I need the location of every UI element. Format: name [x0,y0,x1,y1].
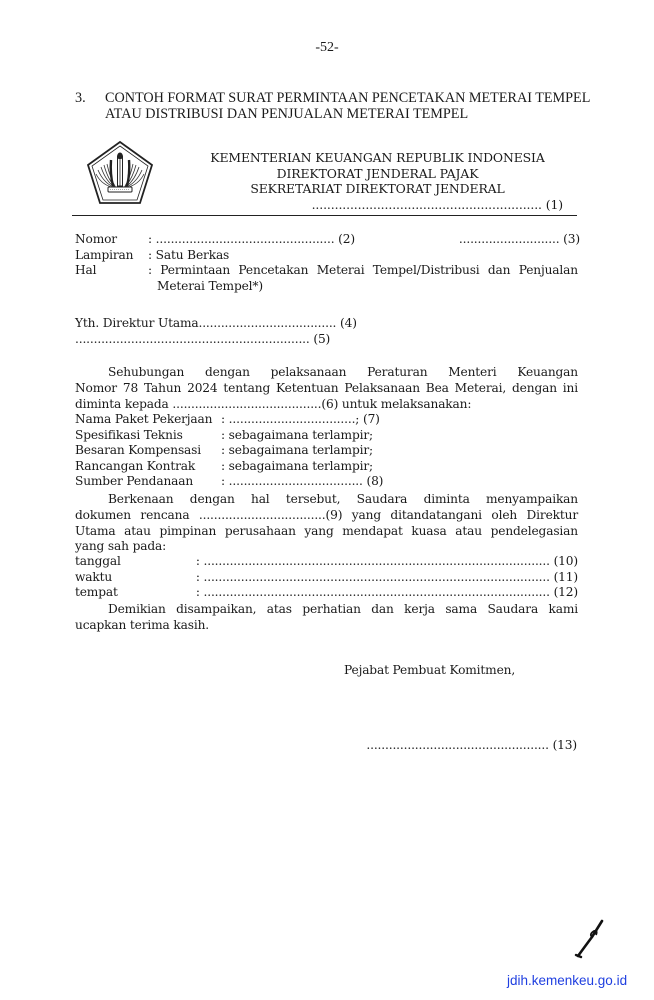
para2-line-1: Berkenaan dengan hal tersebut, Saudara diminta menyampaikan [108,492,578,506]
para2-line-4: yang sah pada: [75,539,167,554]
schedule-value: : ............................................................................................. (10) [195,554,578,568]
nomor-label: Nomor [75,232,117,246]
lampiran-label: Lampiran [75,247,134,262]
para1-line-3: diminta kepada ........................................(6) untuk melaksanakan: [75,396,472,411]
field-label: Rancangan Kontrak [75,458,196,473]
schedule-row-tempat [75,585,578,601]
handwritten-initial-icon [572,915,612,960]
letter-meta [75,232,580,294]
section-title [105,90,625,122]
signatory-name-placeholder: ................................................. (13) [366,738,577,752]
field-row [75,428,578,444]
field-value: : sebagaimana terlampir; [221,458,373,473]
date-placeholder: ........................... (3) [458,232,580,246]
hal-row [75,263,580,294]
section-number: 3. [75,90,86,106]
field-row [75,443,578,459]
lampiran-value: : Satu Berkas [148,247,230,262]
nomor-value: : ................................................ (2) [148,232,355,246]
letterhead-directorate: DIREKTORAT JENDERAL PAJAK [276,165,479,181]
jdih-footer-link[interactable]: jdih.kemenkeu.go.id [507,973,628,988]
para2-line-2: dokumen rencana ..................................(9) yang ditandatangani oleh Direktur [75,507,578,522]
field-value: : sebagaimana terlampir; [221,443,373,457]
lampiran-row [75,248,580,264]
para1-line-2: Nomor 78 Tahun 2024 tentang Ketentuan Pelaksanaan Bea Meterai, dengan ini [75,380,578,395]
schedule-row-waktu [75,570,578,586]
hal-label: Hal [75,263,97,277]
field-value: : sebagaimana terlampir; [221,427,373,442]
section-title-line-1: CONTOH FORMAT SURAT PERMINTAAN PENCETAKAN METERAI TEMPEL [105,90,591,106]
letterhead-unit-placeholder: ............................................................ (1) [311,196,563,212]
field-label: Spesifikasi Teknis [75,427,183,442]
field-row [75,474,578,490]
body-paragraph-2 [75,492,578,555]
field-label: Besaran Kompensasi [75,443,202,457]
hal-value-line-1: : Permintaan Pencetakan Meterai Tempel/Distribusi dan Penjualan [148,263,578,277]
addressee-line-2: ............................................................... (5) [75,331,331,346]
nomor-row [75,232,580,248]
addressee-line-1: Yth. Direktur Utama..................................... (4) [75,316,357,330]
letterhead-secretariat: SEKRETARIAT DIREKTORAT JENDERAL [250,181,505,196]
field-label: Sumber Pendanaan [75,474,194,488]
kemenkeu-emblem-icon [86,140,154,206]
signatory-title: Pejabat Pembuat Komitmen, [344,663,516,677]
schedule-value: : ............................................................................................. (11) [195,569,578,584]
para3-line-1: Demikian disampaikan, atas perhatian dan kerja sama Saudara kami [108,602,578,616]
section-title-line-2: ATAU DISTRIBUSI DAN PENJUALAN METERAI TEMPEL [105,106,469,122]
para1-line-1: Sehubungan dengan pelaksanaan Peraturan Menteri Keuangan [108,365,578,379]
letterhead-divider [72,215,577,216]
schedule-label: tempat [75,585,118,599]
field-row [75,412,578,428]
schedule-row-tanggal [75,554,578,570]
work-package-fields [75,412,578,490]
hal-value-line-2: Meterai Tempel*) [157,278,263,293]
letterhead-ministry: KEMENTERIAN KEUANGAN REPUBLIK INDONESIA [210,150,545,165]
field-label: Nama Paket Pekerjaan [75,412,213,426]
para3-line-2: ucapkan terima kasih. [75,617,210,632]
field-value: : .................................... (8) [221,474,384,488]
schedule-label: tanggal [75,554,121,568]
page-number: -52- [315,40,339,55]
hal-value [148,263,578,294]
field-row [75,459,578,475]
field-value: : ..................................; (7) [221,412,380,426]
para2-line-3: Utama atau pimpinan perusahaan yang mendapat kuasa atau pendelegasian [75,523,578,538]
schedule-value: : ............................................................................................. (12) [195,585,578,599]
addressee [75,316,375,347]
body-paragraph-3 [75,602,578,634]
body-paragraph-1 [75,365,578,412]
schedule-label: waktu [75,569,113,584]
letterhead [190,150,565,212]
meeting-schedule [75,554,578,601]
